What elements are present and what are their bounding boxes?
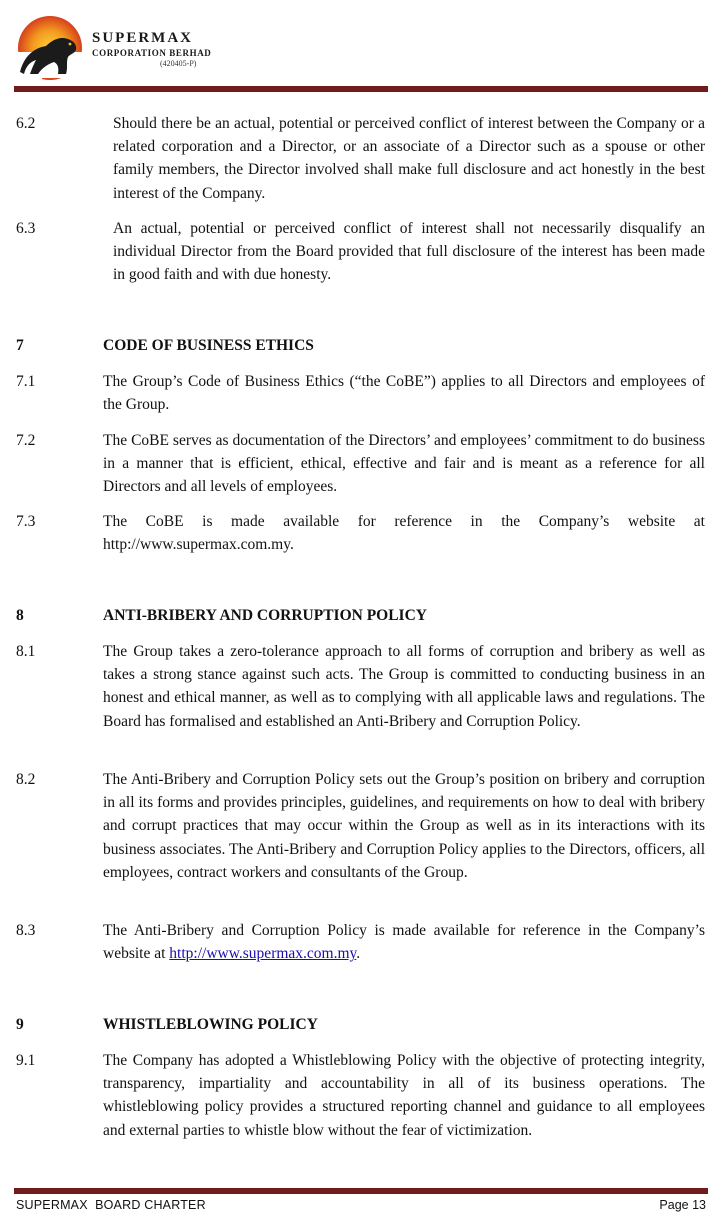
brand-registration: (420405-P) [160, 59, 197, 68]
section-number: 9 [16, 1016, 24, 1033]
clause-number: 7.3 [16, 513, 36, 530]
clause-number: 9.1 [16, 1052, 36, 1069]
clause-text: Should there be an actual, potential or perceived conflict of interest between the Company or a related corporation and a Director, or an associate of a Director such as a spouse or other family members, the Director involved shall make full disclosure and act honestly in the best interest of the Company. [113, 115, 705, 202]
website-link[interactable]: http://www.supermax.com.my [169, 945, 357, 963]
header-divider [14, 86, 708, 92]
clause-text: The Group takes a zero-tolerance approach to all forms of corruption and bribery as well as takes a strong stance against such acts. The Group is committed to conducting business in an honest and ethical manner, as well as to complying with all applicable laws and regulations. The Board has formalised and established an Anti-Bribery and Corruption Policy. [103, 643, 705, 730]
clause-number: 8.2 [16, 771, 36, 788]
clause-number: 8.1 [16, 643, 36, 660]
brand-subtitle: CORPORATION BERHAD [92, 48, 212, 58]
clause-number: 6.2 [16, 115, 36, 132]
brand-name: SUPERMAX [92, 30, 193, 46]
clause-text: The Company has adopted a Whistleblowing Policy with the objective of protecting integrity, transparency, impartiality and accountability in all of its business operations. The whistleblowing policy provides a structured reporting channel and guidance to all employees and external parties to whistle blow without the fear of victimization. [103, 1052, 705, 1139]
clause-text: The CoBE is made available for reference in the Company’s website at http://www.supermax.com.my. [103, 513, 705, 554]
brand-block [92, 30, 211, 68]
supermax-logo-icon [14, 12, 84, 82]
clause-text-after-link: . [356, 945, 361, 963]
page-header [0, 0, 720, 96]
section-title: CODE OF BUSINESS ETHICS [103, 337, 314, 354]
footer-page-number: Page 13 [659, 1198, 706, 1212]
clause-text: The Anti-Bribery and Corruption Policy sets out the Group’s position on bribery and corruption in all its forms and provides principles, guidelines, and requirements on how to deal with bribery and corrupt practices that may occur within the Group as well as in its interactions with its business associates. The Anti-Bribery and Corruption Policy applies to the Directors, officers, all employees, contract workers and consultants of the Group. [103, 771, 705, 881]
clause-text: An actual, potential or perceived conflict of interest shall not necessarily disqualify an individual Director from the Board provided that full disclosure of the interest has been made in good faith and with due honesty. [113, 220, 705, 284]
footer-divider [14, 1188, 708, 1194]
footer-document-title: SUPERMAX BOARD CHARTER [16, 1198, 206, 1212]
clause-text: The CoBE serves as documentation of the Directors’ and employees’ commitment to do business in a manner that is efficient, ethical, effective and fair and is meant as a reference for all Directors and all levels of employees. [103, 432, 705, 496]
section-number: 7 [16, 337, 24, 354]
clause-number: 6.3 [16, 220, 36, 237]
clause-number: 7.1 [16, 373, 36, 390]
section-number: 8 [16, 607, 24, 624]
clause-text: The Group’s Code of Business Ethics (“the CoBE”) applies to all Directors and employees of the Group. [103, 373, 705, 414]
section-title: ANTI-BRIBERY AND CORRUPTION POLICY [103, 607, 427, 624]
clause-text-before-link: The Anti-Bribery and Corruption Policy is made available for reference in the Company’s website at [103, 922, 705, 963]
clause-number: 8.3 [16, 922, 36, 939]
clause-number: 7.2 [16, 432, 36, 449]
clause-text [103, 919, 705, 965]
section-title: WHISTLEBLOWING POLICY [103, 1016, 318, 1033]
